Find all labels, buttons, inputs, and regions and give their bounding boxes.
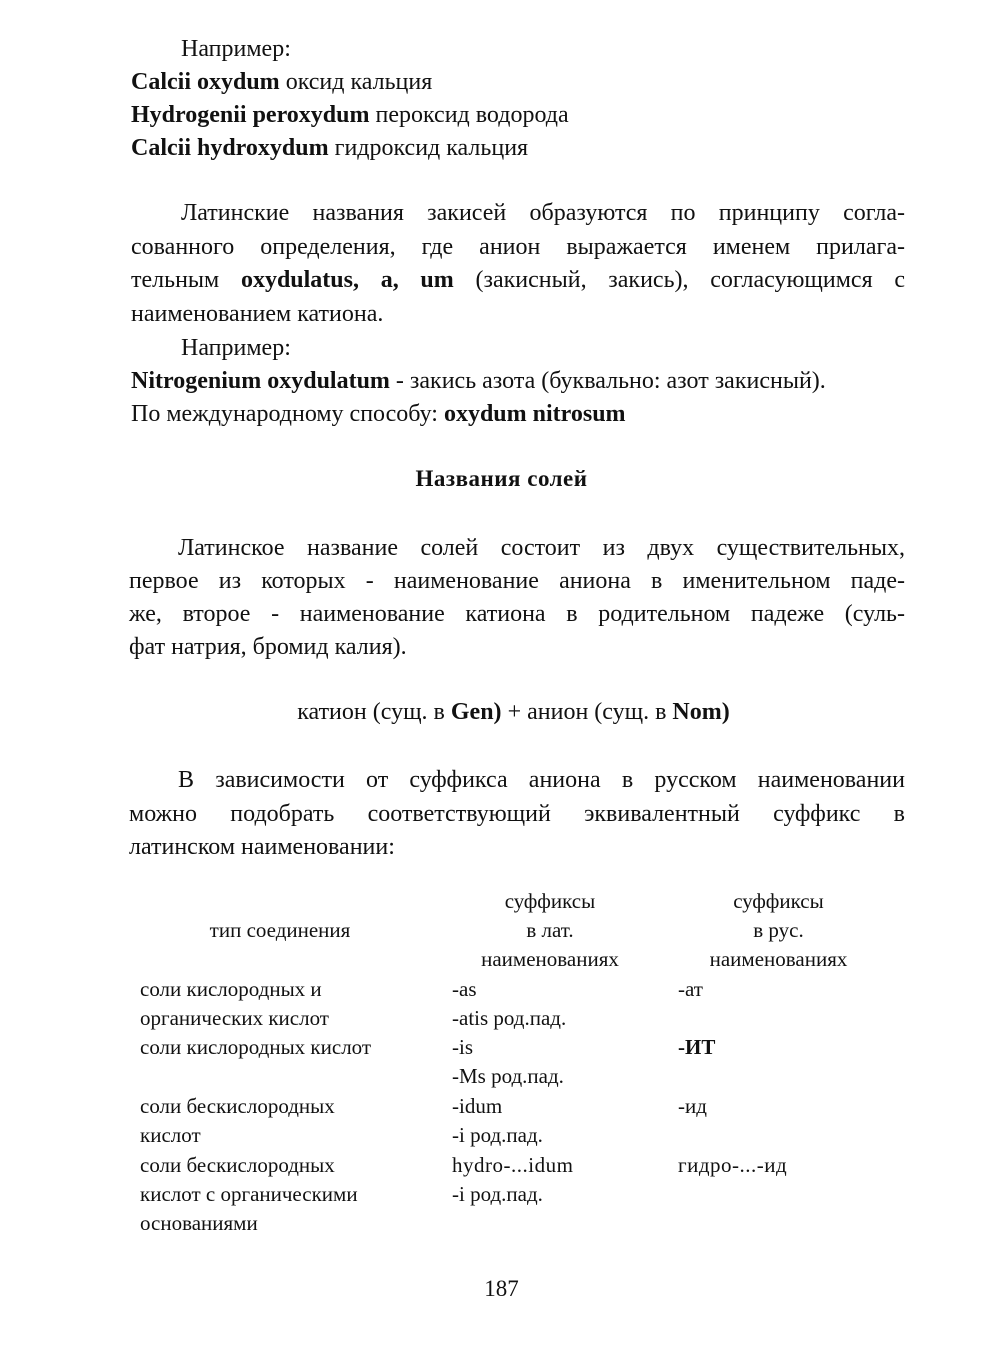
header-line: в рус.: [753, 918, 804, 942]
table-header-type: тип соединения: [209, 918, 351, 942]
table-header-rus: [676, 887, 881, 974]
latin-term: Calcii oxydum: [131, 69, 280, 95]
header-line: наименованиях: [481, 947, 619, 971]
cell-line: основаниями: [140, 1211, 258, 1235]
text-fragment: (закисный, закись), согласующимся с: [475, 267, 905, 293]
formula: [0, 699, 1003, 726]
text-fragment: катион (сущ. в: [297, 699, 445, 725]
header-line: наименованиях: [709, 947, 848, 971]
table-cell-rus: [678, 1092, 707, 1121]
example-line: [131, 133, 528, 163]
table-cell-lat: [452, 1092, 543, 1150]
table-cell-type: [140, 975, 329, 1033]
cell-line: соли бескислородных: [140, 1094, 335, 1118]
table-cell-lat: [452, 1033, 564, 1091]
cell-line: органических кислот: [140, 1006, 329, 1030]
header-line: суффиксы: [504, 889, 596, 913]
paragraph-line: наименованием катиона.: [131, 301, 384, 327]
table-cell-type: [140, 1151, 358, 1238]
example-intro: Например:: [181, 335, 291, 361]
cell-line: -i род.пад.: [452, 1182, 543, 1206]
paragraph-line: первое из которых - наименование аниона в именительном паде-: [129, 568, 905, 594]
example-line: [131, 100, 569, 130]
example-line: [131, 67, 432, 97]
table-cell-lat: [452, 975, 566, 1033]
latin-term: oxydulatus, a, um: [240, 267, 454, 293]
paragraph-line: Латинское название солей состоит из двух существительных,: [178, 535, 905, 561]
cell-line: -atis род.пад.: [452, 1006, 567, 1030]
cell-line: -Ms род.пад.: [452, 1064, 564, 1088]
table-cell-type: [140, 1033, 371, 1062]
cell-line: -i род.пад.: [452, 1123, 543, 1147]
case-term: Gen): [450, 699, 502, 725]
cell-line: hydro-...idum: [452, 1153, 574, 1177]
russian-term: пероксид водорода: [375, 102, 569, 128]
paragraph-line: Латинские названия закисей образуются по принципу согла-: [181, 200, 905, 226]
paragraph-line: [131, 265, 905, 295]
header-line: в лат.: [526, 918, 574, 942]
table-cell-rus: [678, 975, 703, 1004]
text-fragment: По международному способу:: [131, 401, 438, 427]
cell-line: соли бескислородных: [140, 1153, 335, 1177]
cell-line: соли кислородных кислот: [140, 1035, 372, 1059]
russian-term: оксид кальция: [285, 69, 433, 95]
paragraph-line: сованного определения, где анион выражается именем прилага-: [131, 234, 905, 260]
table-cell-rus: [678, 1151, 787, 1180]
cell-line: кислот с органическими: [140, 1182, 358, 1206]
cell-line: -ИТ: [678, 1035, 716, 1059]
section-title: Названия солей: [415, 466, 588, 491]
page-number: 187: [484, 1276, 519, 1301]
header-line: суффиксы: [733, 889, 824, 913]
latin-term: Calcii hydroxydum: [131, 135, 329, 161]
cell-line: -ат: [678, 977, 703, 1001]
example-intro: Например:: [181, 36, 291, 62]
paragraph-line: В зависимости от суффикса аниона в русском наименовании: [178, 767, 905, 793]
text-fragment: тельным: [131, 267, 220, 293]
case-term: Nom): [672, 699, 730, 725]
cell-line: -as: [452, 977, 477, 1001]
paragraph-line: фат натрия, бромид калия).: [129, 634, 407, 660]
cell-line: гидро-...-ид: [678, 1153, 788, 1177]
cell-line: соли кислородных и: [140, 977, 322, 1001]
example-line: [131, 399, 626, 429]
table-cell-lat: [452, 1151, 573, 1209]
example-line: [131, 366, 826, 396]
cell-line: -ид: [678, 1094, 707, 1118]
paragraph-line: же, второе - наименование катиона в родительном падеже (суль-: [129, 601, 905, 627]
cell-line: -idum: [452, 1094, 503, 1118]
text-fragment: + анион (сущ. в: [507, 699, 667, 725]
dash: -: [395, 368, 404, 394]
table-cell-rus: [678, 1033, 715, 1062]
latin-term: oxydum nitrosum: [443, 401, 626, 427]
paragraph-line: можно подобрать соответствующий эквивалентный суффикс в: [129, 801, 905, 827]
latin-term: Nitrogenium oxydulatum: [131, 368, 390, 394]
latin-term: Hydrogenii peroxydum: [131, 102, 370, 128]
table-cell-type: [140, 1092, 335, 1150]
russian-term: гидроксид кальция: [334, 135, 529, 161]
cell-line: -is: [452, 1035, 473, 1059]
paragraph-line: латинском наименовании:: [129, 834, 395, 860]
text-fragment: закись азота (буквально: азот закисный).: [409, 368, 826, 394]
table-header-lat: [445, 887, 655, 974]
cell-line: кислот: [140, 1123, 201, 1147]
